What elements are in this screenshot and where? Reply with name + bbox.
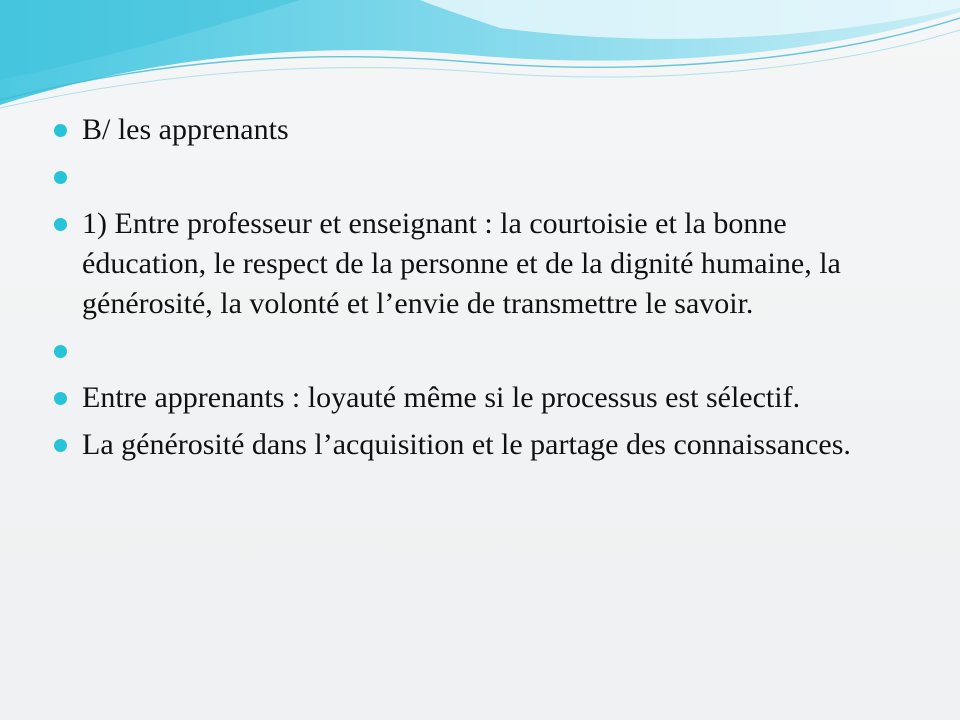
bullet-dot-icon: [54, 439, 67, 452]
header-wave-decoration: [0, 0, 960, 120]
bullet-item-generosite: [52, 425, 872, 465]
bullet-text: Entre apprenants : loyauté même si le processus est sélectif.: [82, 381, 801, 414]
bullet-dot-icon: [54, 124, 67, 137]
bullet-dot-icon: [54, 171, 67, 184]
bullet-text: 1) Entre professeur et enseignant : la courtoisie et la bonne éducation, le respect de la personne et de la dignité humaine, la générosité, la volonté et l’envie de transmettre le savoir.: [82, 207, 841, 320]
bullet-dot-icon: [54, 392, 67, 405]
bullet-item-heading: [52, 110, 872, 150]
bullet-dot-icon: [54, 218, 67, 231]
bullet-item-entre-apprenants: [52, 378, 872, 418]
bullet-dot-icon: [54, 345, 67, 358]
bullet-item-empty: [52, 331, 872, 371]
bullet-text: La générosité dans l’acquisition et le partage des connaissances.: [82, 428, 851, 461]
bullet-text: B/ les apprenants: [82, 113, 289, 146]
bullet-item-empty: [52, 157, 872, 197]
bullet-item-professeur-enseignant: [52, 204, 872, 324]
bullet-list: [52, 110, 872, 472]
